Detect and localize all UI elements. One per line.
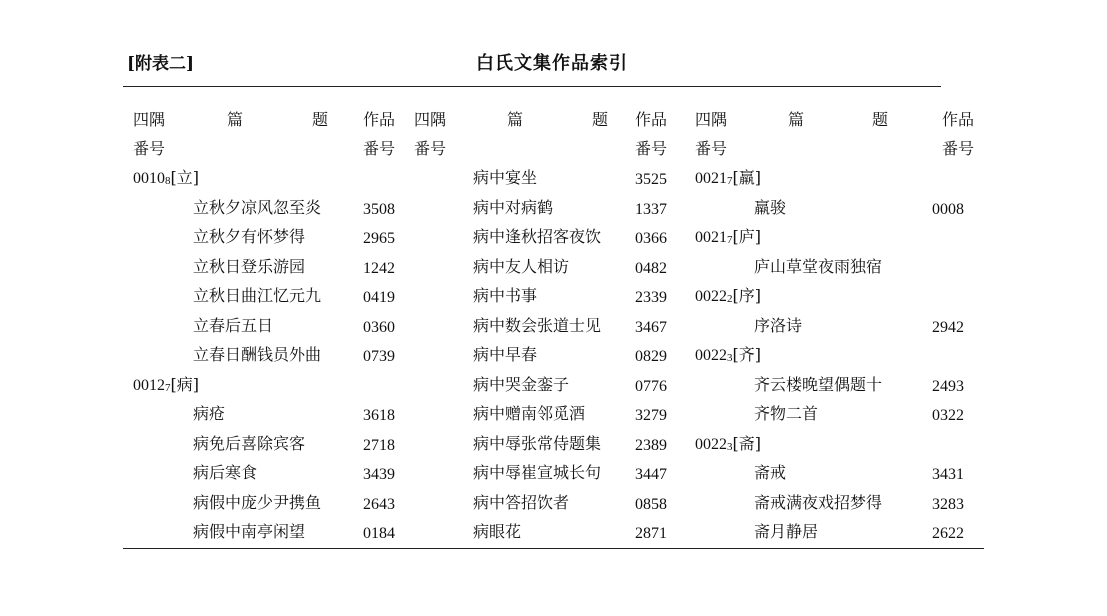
- entry-number: 0739: [363, 348, 395, 365]
- group-code: 0021: [695, 170, 727, 187]
- entry-title: 病假中南亭闲望: [193, 522, 306, 541]
- entry-number: 0858: [635, 495, 667, 513]
- group-heading: [695, 286, 761, 309]
- group-character: [序]: [732, 286, 761, 305]
- entry-number: 2643: [363, 495, 395, 513]
- col-header-num-line2: 番号: [363, 139, 396, 158]
- entry-number: 0829: [635, 348, 667, 365]
- col-header-title-b: 题: [312, 110, 329, 129]
- entry-number: 0366: [635, 230, 667, 247]
- entry-title: 齐物二首: [754, 404, 819, 423]
- bottom-rule: [123, 548, 984, 549]
- entry-number: 0419: [363, 289, 395, 306]
- group-heading: [133, 168, 199, 191]
- col-header-num-line1: 作品: [363, 110, 396, 129]
- top-rule: [123, 86, 941, 87]
- entry-title: 立春后五日: [193, 315, 274, 335]
- entry-number: 2871: [635, 525, 667, 542]
- group-code-suffix: 3: [727, 440, 733, 453]
- group-character: [齐]: [732, 345, 761, 364]
- entry-number: 0482: [635, 259, 667, 277]
- group-character: [羸]: [732, 168, 761, 187]
- group-heading: [695, 168, 761, 191]
- col-header-num-line1: 作品: [635, 110, 668, 129]
- entry-number: 3279: [635, 407, 667, 424]
- entry-title: 立秋夕有怀梦得: [193, 227, 306, 246]
- col-header-title-b: 题: [872, 110, 889, 129]
- col-header-num-line2: 番号: [942, 139, 975, 158]
- group-code: 0012: [133, 376, 165, 394]
- col-header-code-line1: 四隅: [695, 110, 728, 129]
- group-character: [庐]: [732, 227, 761, 246]
- entry-number: 0322: [932, 407, 964, 424]
- entry-title: 病疮: [193, 404, 226, 423]
- entry-title: 病假中庞少尹携鱼: [193, 492, 322, 512]
- entry-number: 3618: [363, 407, 395, 424]
- entry-title: 序洛诗: [754, 315, 803, 335]
- col-header-code-line2: 番号: [133, 139, 166, 158]
- group-code: 0021: [695, 229, 727, 246]
- entry-number: 2965: [363, 230, 395, 247]
- entry-number: 2339: [635, 289, 667, 306]
- group-heading: [133, 375, 199, 398]
- entry-title: 病中答招饮者: [473, 492, 570, 512]
- entry-number: 3447: [635, 466, 667, 483]
- group-character: [立]: [170, 168, 199, 187]
- entry-title: 斋戒满夜戏招梦得: [754, 492, 883, 512]
- entry-number: 3525: [635, 171, 667, 188]
- group-code-suffix: 3: [727, 352, 733, 364]
- entry-title: 病中逢秋招客夜饮: [473, 227, 602, 246]
- col-header-num-line1: 作品: [942, 110, 975, 129]
- group-code: 0022: [695, 435, 727, 453]
- entry-title: 齐云楼晚望偶题十: [754, 374, 883, 394]
- entry-number: 2493: [932, 377, 964, 395]
- entry-number: 2942: [932, 318, 964, 336]
- entry-number: 0776: [635, 377, 667, 395]
- entry-title: 病中友人相访: [473, 256, 570, 276]
- entry-number: 2389: [635, 436, 667, 454]
- entry-title: 病后寒食: [193, 463, 258, 482]
- entry-title: 病中辱崔宣城长句: [473, 463, 602, 482]
- entry-number: 0008: [932, 200, 964, 218]
- col-header-title-b: 题: [592, 110, 609, 129]
- entry-number: 3431: [932, 466, 964, 483]
- group-code-suffix: 7: [165, 381, 171, 394]
- group-code-suffix: 2: [727, 293, 733, 305]
- entry-number: 3439: [363, 466, 395, 483]
- entry-number: 3508: [363, 200, 395, 218]
- entry-title: 病中对病鹤: [473, 197, 554, 217]
- group-code: 0010: [133, 170, 165, 187]
- appendix-label: [附表二]: [127, 54, 195, 74]
- entry-number: 0360: [363, 318, 395, 336]
- entry-number: 3467: [635, 318, 667, 336]
- entry-title: 病免后喜除宾客: [193, 433, 306, 453]
- entry-number: 2718: [363, 436, 395, 454]
- page-title: 白氏文集作品索引: [476, 53, 628, 74]
- entry-number: 1242: [363, 259, 395, 277]
- entry-title: 病中数会张道士见: [473, 315, 602, 335]
- group-character: [斋]: [732, 433, 761, 453]
- entry-title: 病中哭金銮子: [473, 374, 570, 394]
- col-header-code-line2: 番号: [695, 139, 728, 158]
- group-heading: [695, 345, 761, 368]
- entry-title: 立春日酬钱员外曲: [193, 345, 322, 364]
- group-character: [病]: [170, 374, 199, 394]
- entry-title: 病中赠南邻觅酒: [473, 404, 586, 423]
- entry-title: 羸骏: [754, 197, 787, 217]
- col-header-num-line2: 番号: [635, 139, 668, 158]
- entry-title: 斋戒: [754, 463, 787, 482]
- entry-number: 3283: [932, 495, 964, 513]
- group-code-suffix: 8: [165, 175, 171, 187]
- entry-number: 2622: [932, 525, 964, 542]
- group-code-suffix: 7: [727, 234, 733, 246]
- col-header-code-line1: 四隅: [414, 110, 447, 129]
- entry-title: 立秋日登乐游园: [193, 256, 306, 276]
- col-header-code-line2: 番号: [414, 139, 447, 158]
- group-code-suffix: 7: [727, 175, 733, 187]
- entry-title: 病眼花: [473, 522, 522, 541]
- col-header-title-a: 篇: [507, 110, 524, 129]
- entry-title: 病中宴坐: [473, 168, 538, 187]
- entry-title: 立秋夕凉风忽至炎: [193, 197, 322, 217]
- entry-title: 斋月静居: [754, 522, 819, 541]
- entry-number: 1337: [635, 200, 667, 218]
- entry-number: 0184: [363, 525, 395, 542]
- group-heading: [695, 227, 761, 250]
- group-code: 0022: [695, 347, 727, 364]
- group-heading: [695, 434, 761, 457]
- col-header-title-a: 篇: [227, 110, 244, 129]
- entry-title: 庐山草堂夜雨独宿: [754, 256, 883, 276]
- entry-title: 病中辱张常侍题集: [473, 433, 602, 453]
- entry-title: 病中早春: [473, 345, 538, 364]
- col-header-code-line1: 四隅: [133, 110, 166, 129]
- group-code: 0022: [695, 288, 727, 305]
- entry-title: 立秋日曲江忆元九: [193, 286, 322, 305]
- col-header-title-a: 篇: [788, 110, 805, 129]
- entry-title: 病中书事: [473, 286, 538, 305]
